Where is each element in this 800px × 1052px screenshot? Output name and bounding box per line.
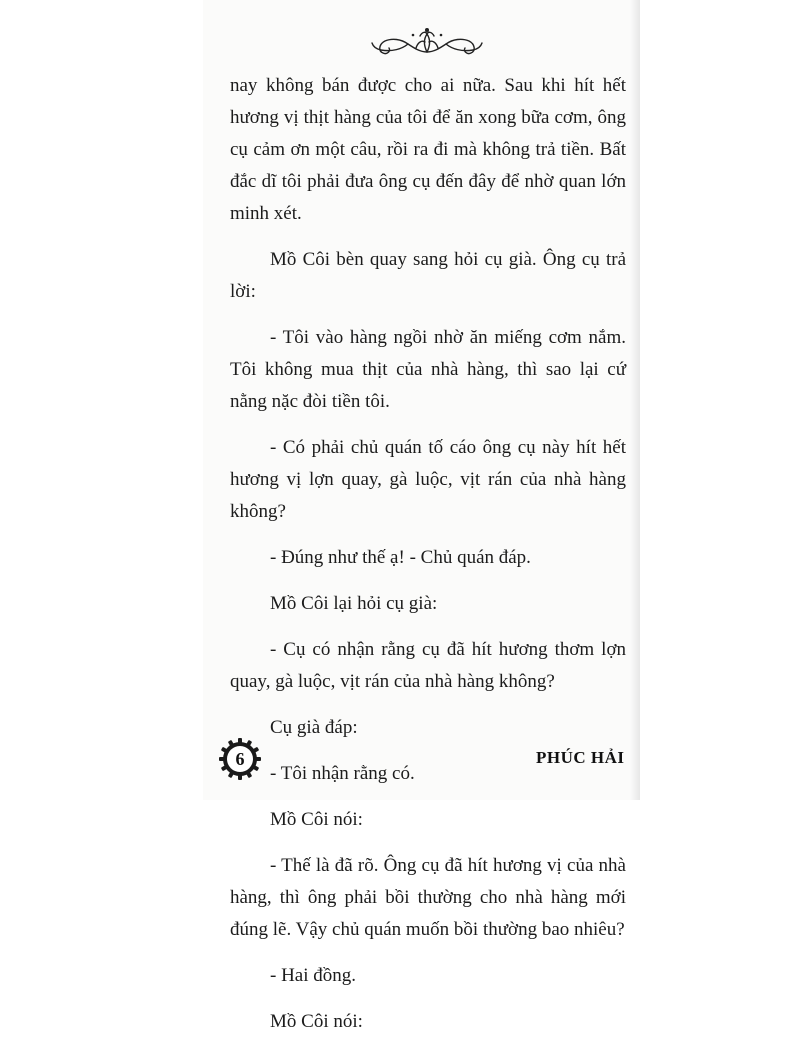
paragraph: Cụ già đáp: [270,717,358,738]
paragraph: Mồ Côi bèn quay sang hỏi cụ già. Ông cụ trả lời: [230,249,626,302]
paragraph: - Hai đồng. [270,965,357,986]
page-number-badge [219,738,261,780]
paragraph: Mồ Côi nói: [270,809,363,830]
page-number: 6 [235,748,245,769]
paragraph: - Tôi nhận rằng có. [270,763,415,784]
paragraph: - Cụ có nhận rằng cụ đã hít hương thơm lợn quay, gà luộc, vịt rán của nhà hàng không? [230,639,626,692]
story-text [230,70,626,1052]
paragraph: Mồ Côi nói: [270,1011,363,1032]
paragraph: - Thế là đã rõ. Ông cụ đã hít hương vị của nhà hàng, thì ông phải bồi thường cho nhà hàng mới đúng lẽ. Vậy chủ quán muốn bồi thường bao nhiêu? [230,855,626,940]
author-name: PHÚC HẢI [536,748,625,767]
paragraph: - Đúng như thế ạ! - Chủ quán đáp. [270,547,531,568]
paragraph: - Tôi vào hàng ngồi nhờ ăn miếng cơm nắm. Tôi không mua thịt của nhà hàng, thì sao lại cứ nằng nặc đòi tiền tôi. [230,327,626,412]
paragraph: Mồ Côi lại hỏi cụ già: [270,593,438,614]
paragraph: nay không bán được cho ai nữa. Sau khi hít hết hương vị thịt hàng của tôi để ăn xong bữa cơm, ông cụ cảm ơn một câu, rồi ra đi mà không trả tiền. Bất đắc dĩ tôi phải đưa ông cụ đến đây để nhờ quan lớn minh xét. [230,75,626,224]
page-edge-shadow [630,0,640,800]
paragraph: - Có phải chủ quán tố cáo ông cụ này hít hết hương vị lợn quay, gà luộc, vịt rán của nhà hàng không? [230,437,626,522]
decorative-flourish-icon [368,22,486,62]
